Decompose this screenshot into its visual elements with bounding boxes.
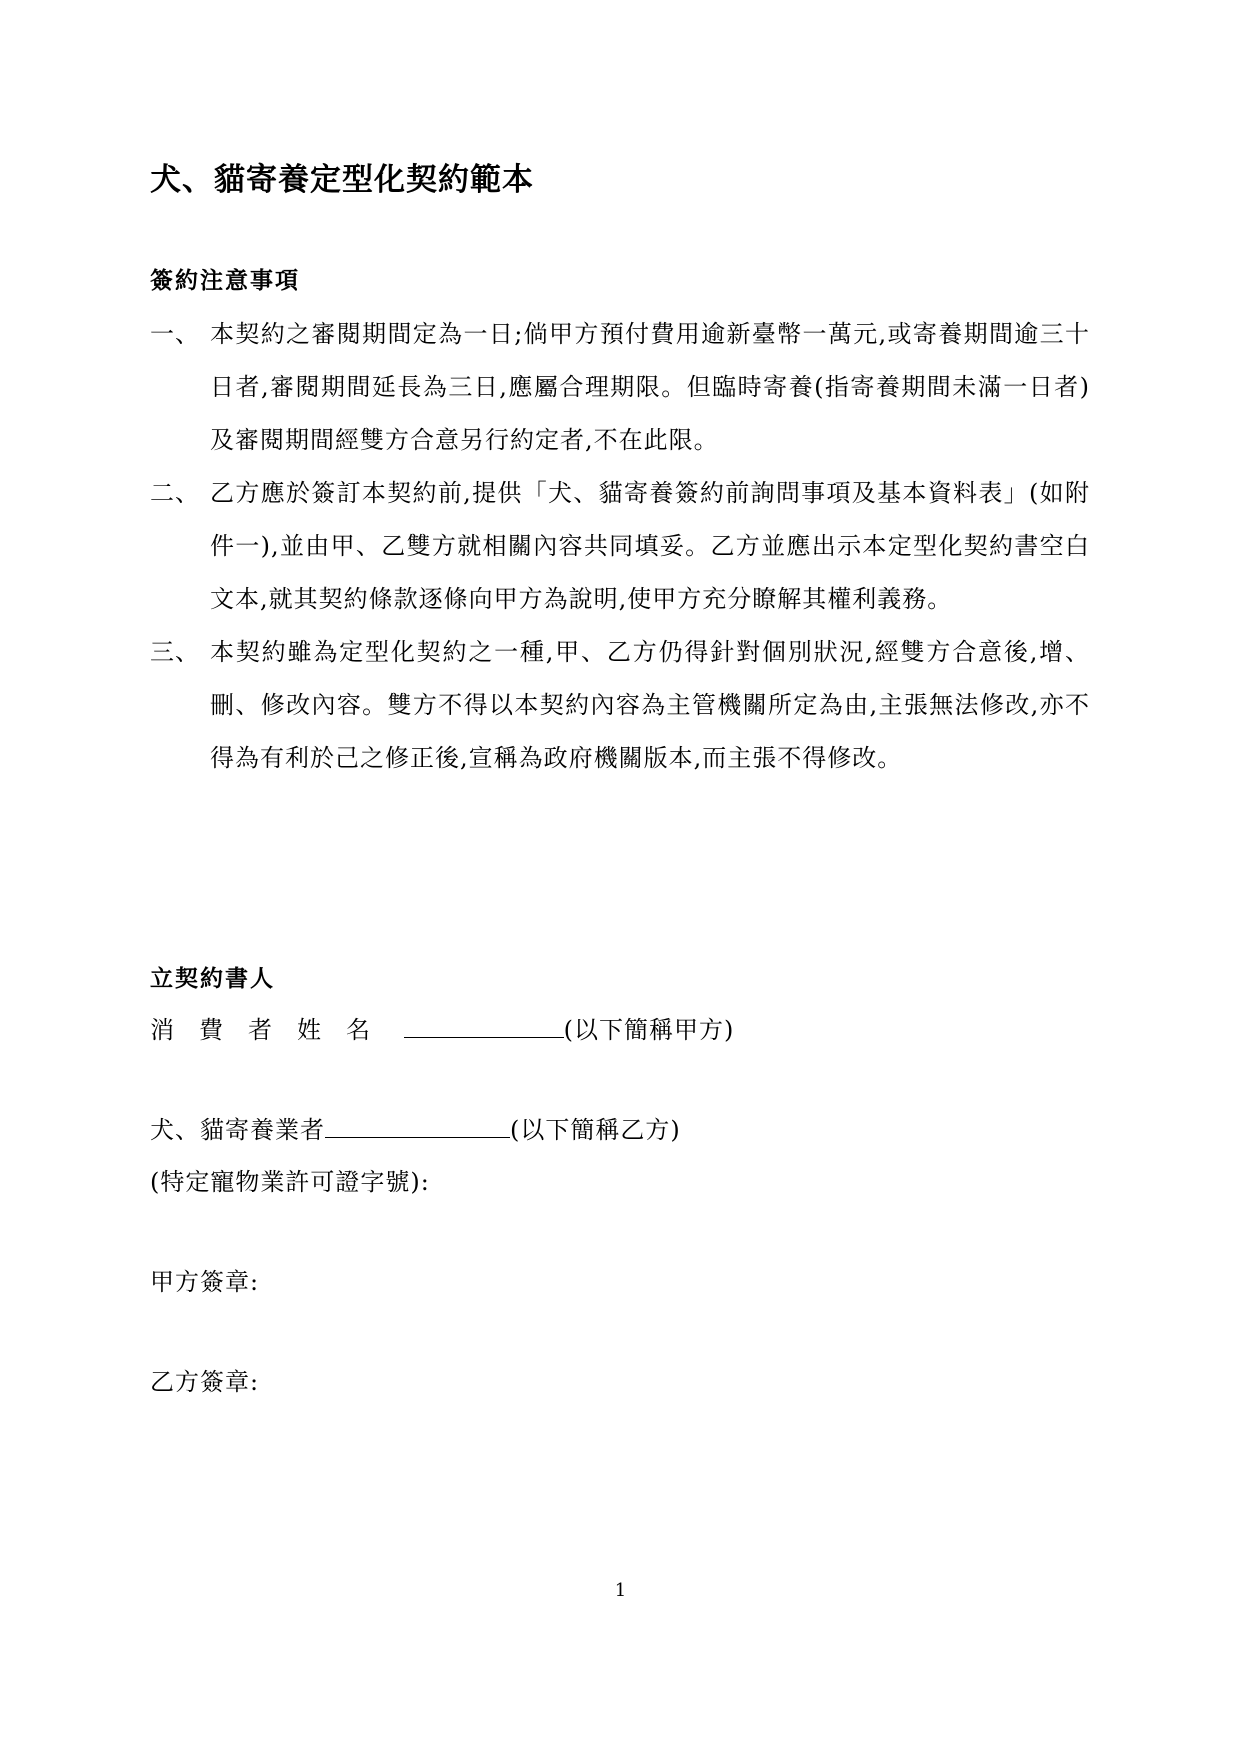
- signatories-heading: 立契約書人: [150, 965, 275, 992]
- notices-heading: 簽約注意事項: [150, 267, 300, 294]
- notice-text: 乙方應於簽訂本契約前,提供「犬、貓寄養簽約前詢問事項及基本資料表」(如附件一),並由甲、乙雙方就相關內容共同填妥。乙方並應出示本定型化契約書空白文本,就其契約條款逐條向甲方為說明,使甲方充分瞭解其權利義務。: [210, 479, 1090, 613]
- consumer-name-blank[interactable]: [404, 1015, 564, 1038]
- consumer-name-label: 消費者姓名: [150, 1016, 395, 1044]
- consumer-name-suffix: (以下簡稱甲方): [563, 1016, 735, 1044]
- operator-suffix: (以下簡稱乙方): [510, 1116, 681, 1144]
- document-title: 犬、貓寄養定型化契約範本: [150, 162, 534, 198]
- notice-text: 本契約雖為定型化契約之一種,甲、乙方仍得針對個別狀況,經雙方合意後,增、刪、修改內容。雙方不得以本契約內容為主管機關所定為由,主張無法修改,亦不得為有利於己之修正後,宣稱為政府機關版本,而主張不得修改。: [210, 638, 1090, 772]
- notice-marker: 三、: [150, 638, 200, 666]
- notice-item: [150, 626, 1090, 785]
- notice-marker: 二、: [150, 479, 200, 507]
- operator-name-blank[interactable]: [325, 1115, 510, 1138]
- page-number: 1: [614, 1580, 627, 1601]
- notice-item: [150, 308, 1090, 467]
- consumer-name-line: [150, 1010, 734, 1045]
- operator-line: [150, 1110, 681, 1145]
- operator-label: 犬、貓寄養業者: [150, 1116, 325, 1144]
- license-number-label: (特定寵物業許可證字號):: [150, 1168, 430, 1196]
- party-b-signature-label: 乙方簽章:: [150, 1368, 260, 1396]
- party-a-signature-label: 甲方簽章:: [150, 1268, 260, 1296]
- notice-text: 本契約之審閱期間定為一日;倘甲方預付費用逾新臺幣一萬元,或寄養期間逾三十日者,審閱期間延長為三日,應屬合理期限。但臨時寄養(指寄養期間未滿一日者)及審閱期間經雙方合意另行約定者,不在此限。: [210, 320, 1090, 454]
- notices-list: [150, 308, 1090, 785]
- notice-marker: 一、: [150, 320, 200, 348]
- notice-item: [150, 467, 1090, 626]
